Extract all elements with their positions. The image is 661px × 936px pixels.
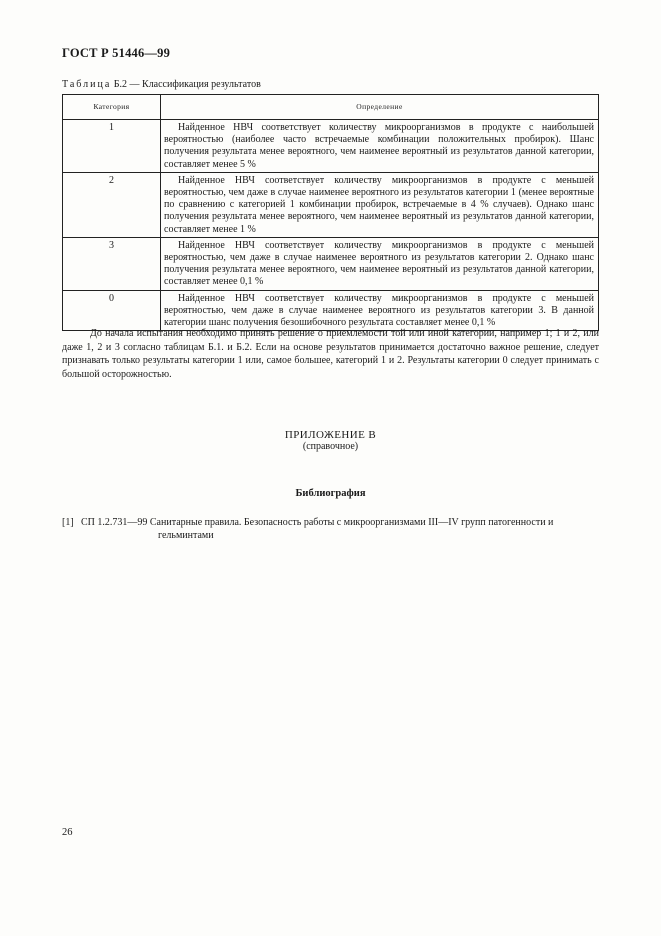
appendix-subtitle: (справочное) [302,441,359,452]
definition-cell [161,290,599,331]
definition-cell [161,120,599,173]
table-caption-text: Б.2 — Классификация результатов [113,79,261,90]
bibliography-entry-number: [1] [62,517,74,528]
definition-text: Найденное НВЧ соответствует количеству микроорганизмов в продукте с наибольшей вероятностью (наиболее часто встречаемые комбинации положительных пробирок). Шанс получения результата менее вероятного, чем наименее вероятный из результатов данной категории, составляет менее 5 % [164,122,594,170]
bibliography-entry [62,516,599,542]
table-row [63,290,599,331]
table-row [63,120,599,173]
document-header: ГОСТ Р 51446—99 [62,46,171,60]
table-row [63,172,599,237]
bibliography-title: Библиография [295,488,366,499]
column-header-category: Категория [63,95,161,120]
definition-text: Найденное НВЧ соответствует количеству микроорганизмов в продукте с меньшей вероятностью, чем даже в случае наименее вероятного из результатов категории 3. В данной категории шанс получения безошибочного результата составляет менее 0,1 % [164,292,594,329]
column-header-definition: Определение [161,95,599,120]
category-cell: 2 [63,172,161,237]
table-header-row [63,95,599,120]
definition-text: Найденное НВЧ соответствует количеству микроорганизмов в продукте с меньшей вероятностью, чем даже в случае наименее вероятного из результатов категории 2. Однако шанс получения результата менее вероятного, чем наименее вероятный из результатов данной категории, составляет менее 0,1 % [164,239,594,288]
category-cell: 1 [63,120,161,173]
page-number: 26 [62,827,73,838]
bibliography-entry-text: СП 1.2.731—99 Санитарные правила. Безопасность работы с микроорганизмами III—IV групп патогенности и гельминтами [81,517,554,541]
definition-text: Найденное НВЧ соответствует количеству микроорганизмов в продукте с меньшей вероятностью, чем даже в случае наименее вероятного из результатов категории 1 (менее вероятные по сравнению с категорией 1 комбинации пробирок, встречаемые в 4 % случаев). Однако шанс получения результата менее вероятного, чем наименее вероятный из результатов данной категории, составляет менее 1 % [164,174,594,235]
appendix-title: ПРИЛОЖЕНИЕ В [284,429,377,441]
table-row [63,237,599,290]
definition-cell [161,237,599,290]
body-paragraph: До начала испытания необходимо принять решение о приемлемости той или иной категории, например 1; 1 и 2, или даже 1, 2 и 3 согласно таблицам Б.1. и Б.2. Если на основе результатов принимается достаточно важное решение, следует признавать только результаты категории 1 или, самое большее, категорий 1 и 2. Результаты категории 0 следует принимать с большой осторожностью. [62,328,599,380]
appendix-heading [0,429,661,452]
table-caption-word: Таблица [62,79,112,90]
category-cell: 0 [63,290,161,331]
table-caption [62,79,261,90]
definition-cell [161,172,599,237]
results-classification-table [62,94,599,331]
category-cell: 3 [63,237,161,290]
